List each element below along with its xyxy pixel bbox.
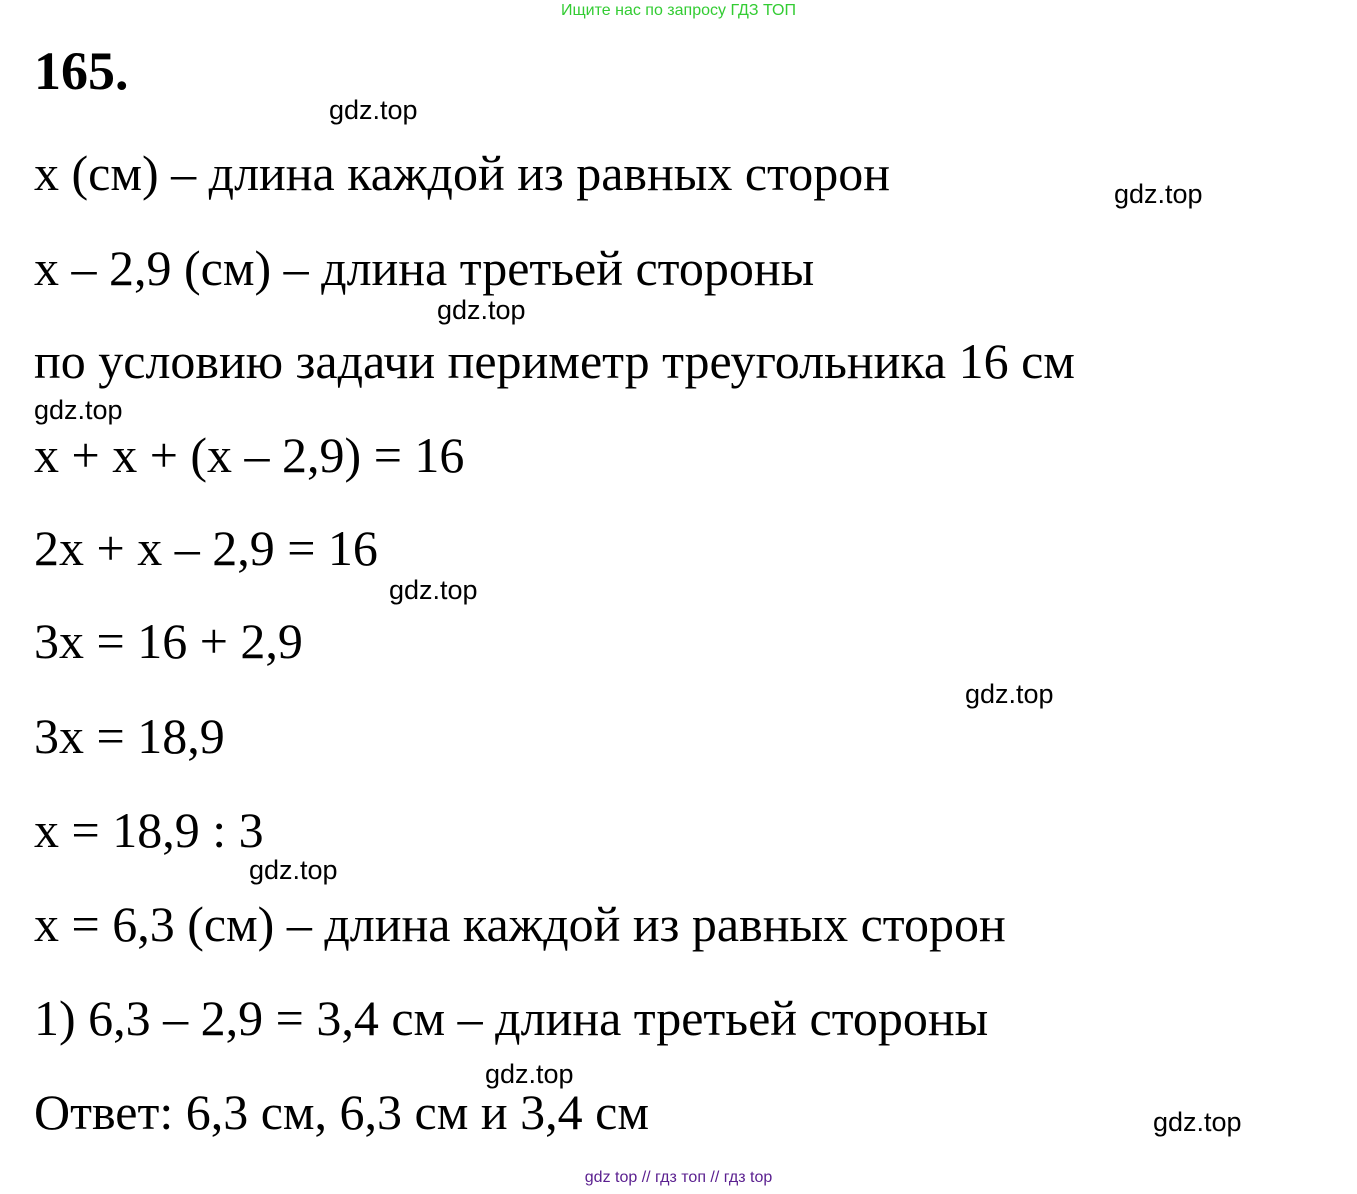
answer-line: Ответ: 6,3 см, 6,3 см и 3,4 см — [34, 1084, 649, 1140]
solution-line: x – 2,9 (см) – длина третьей стороны — [34, 240, 815, 296]
watermark: gdz.top — [437, 295, 526, 325]
watermark: gdz.top — [485, 1059, 574, 1089]
watermark: gdz.top — [1153, 1107, 1242, 1137]
watermark: gdz.top — [965, 679, 1054, 709]
solution-line: x (см) – длина каждой из равных сторон — [34, 145, 891, 201]
watermark: gdz.top — [249, 855, 338, 885]
equation-line: 3x = 16 + 2,9 — [34, 613, 303, 669]
equation-line: 3x = 18,9 — [34, 708, 225, 764]
equation-line: 2x + x – 2,9 = 16 — [34, 520, 378, 576]
watermark: gdz.top — [329, 95, 418, 125]
problem-number: 165. — [34, 41, 129, 101]
solution-line: x = 6,3 (см) – длина каждой из равных сторон — [34, 896, 1006, 952]
solution-line: по условию задачи периметр треугольника 16 см — [34, 333, 1075, 389]
solution-line: 1) 6,3 – 2,9 = 3,4 см – длина третьей стороны — [34, 990, 989, 1046]
watermark: gdz.top — [1114, 179, 1203, 209]
watermark: gdz.top — [34, 395, 123, 425]
footer-links: gdz top // гдз топ // гдз top — [584, 1169, 773, 1186]
watermark: gdz.top — [389, 575, 478, 605]
equation-line: x = 18,9 : 3 — [34, 802, 264, 858]
equation-line: x + x + (x – 2,9) = 16 — [34, 427, 465, 483]
top-banner: Ищите нас по запросу ГДЗ ТОП — [561, 2, 796, 19]
